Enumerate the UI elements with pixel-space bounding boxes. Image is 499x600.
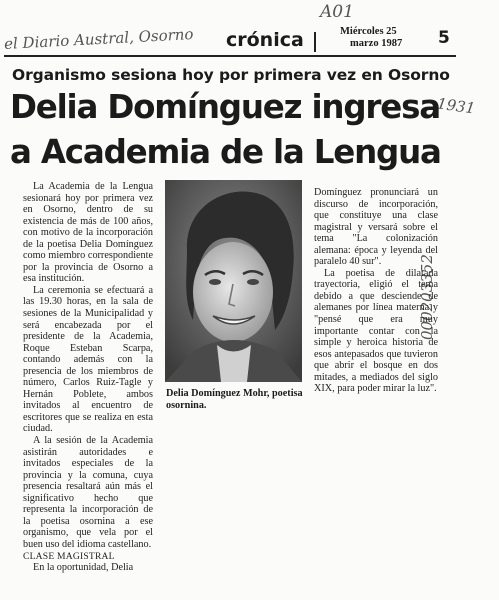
portrait-illustration (165, 180, 302, 382)
paragraph: La poetisa de dilatada trayectoria, eligió el tema debido a que desciende de alemanes por línea materna y "pensé que era muy importante contar con la simple y heroica historia de esos antepasados que tuvieron que abrir el bosque en dos mitades, a mediados del siglo XIX, para poder mirar la luz". (314, 267, 438, 395)
header-rule (4, 55, 456, 57)
section-name: crónica (226, 29, 304, 51)
article-column-3 (314, 187, 438, 395)
headline-line-2: a Academia de la Lengua (10, 133, 441, 171)
article-column-1 (23, 181, 153, 574)
issue-date-weekday: Miércoles 25 (340, 26, 397, 37)
paragraph: La Academia de la Lengua sesionará hoy por primera vez en Osorno, dentro de su existencia de más de 100 años, con motivo de la incorporación de la poetisa Delia Domínguez como miembro correspondiente por la provincia de Osorno a esa institución. (23, 181, 153, 285)
photo-caption: Delia Domínguez Mohr, poetisa osornina. (166, 388, 303, 411)
portrait-photo (165, 180, 302, 382)
headline-line-1: Delia Domínguez ingresa (10, 88, 440, 126)
handwritten-archive-code: 000203352 (418, 254, 436, 340)
page-number: 5 (438, 28, 450, 48)
paragraph: En la oportunidad, Delia (33, 562, 134, 574)
paragraph: Domínguez pronunciará un discurso de incorporación, que constituye una clase magistral y versará sobre el tema "La colonización alemana: época y leyenda del paralelo 40 sur". (314, 187, 438, 268)
section-separator (314, 32, 316, 52)
subhead: CLASE MAGISTRAL (23, 550, 115, 562)
handwritten-reference: A01 (320, 2, 354, 22)
paragraph: La ceremonia se efectuará a las 19.30 horas, en la sala de sesiones de la Municipalidad y será encabezada por el presidente de la Academia, Roque Esteban Scarpa, contando además con la presencia de los miembros de número, Carlos Ruiz-Tagle y Hernán Poblete, ambos invitados al encuentro de escritores que se realiza en esta ciudad. (23, 284, 153, 435)
article-kicker: Organismo sesiona hoy por primera vez en Osorno (12, 66, 450, 84)
handwritten-year: 1931 (435, 94, 477, 118)
issue-date-month-year: marzo 1987 (350, 38, 403, 49)
handwritten-source-note: el Diario Austral, Osorno (3, 25, 194, 53)
issue-date (340, 26, 402, 50)
paragraph: A la sesión de la Academia asistirán autoridades e invitados especiales de la provincia y la comuna, cuya presencia resaltará aún más el significativo hecho que representa la incorporación de la poetisa osornina a ese organismo, que vela por el buen uso del idioma castellano. (23, 435, 153, 550)
